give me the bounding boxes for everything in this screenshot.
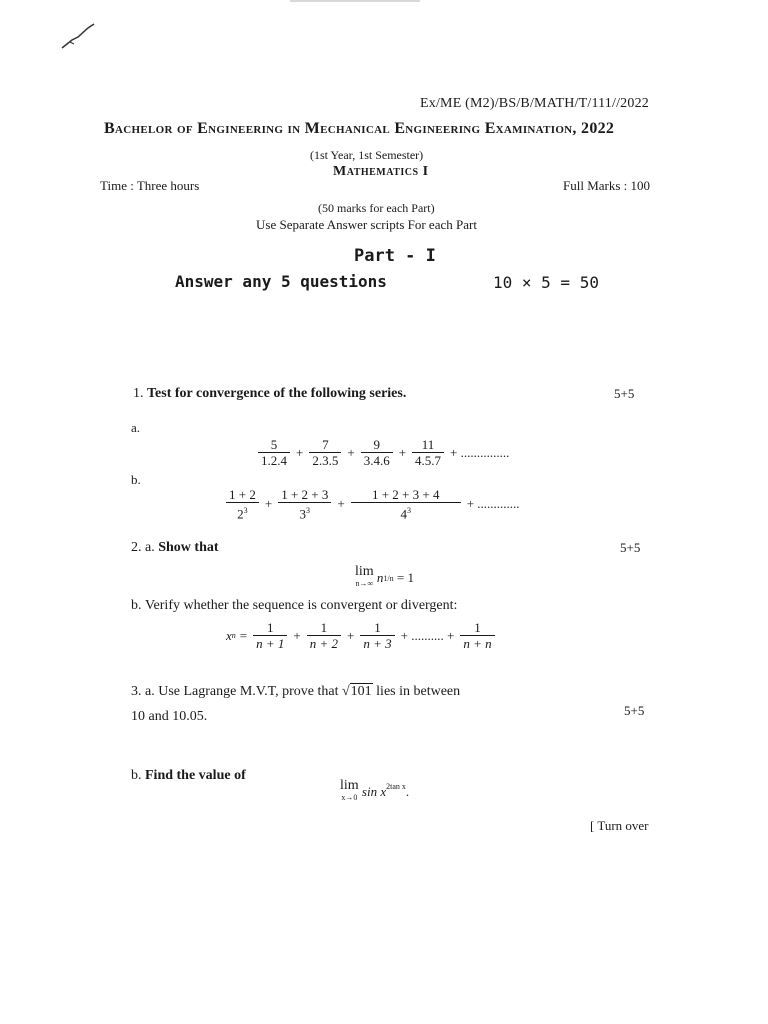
series-tail: + ............. (466, 496, 520, 512)
q2-part-a-label: a. (145, 540, 155, 555)
question-text: Use Lagrange M.V.T, prove that (158, 684, 339, 699)
sequence-term: $\frac{1}{n + 2}$ (307, 620, 341, 651)
sqrt-expression: √101 (341, 684, 372, 699)
sequence-term: $\frac{1}{n + 3}$ (360, 620, 394, 651)
sequence-term: $\frac{1}{n + n}$ (460, 620, 494, 651)
year-semester: (1st Year, 1st Semester) (310, 148, 424, 162)
top-edge-line (290, 0, 420, 2)
q3-part-a-label: a. (145, 684, 155, 699)
question-text: Verify whether the sequence is convergent or divergent: (145, 598, 458, 613)
q1-part-a-label: a. (131, 420, 141, 435)
part-title: Part - I (354, 246, 436, 266)
q2-limit: lim n→∞ n 1/n = 1 (355, 564, 414, 588)
question-1-marks: 5+5 (614, 386, 635, 401)
series-term: $\frac{7}{2.3.5}$ (309, 437, 341, 468)
question-1 (133, 386, 406, 402)
full-marks: Full Marks : 100 (563, 178, 651, 193)
series-term: $\frac{11}{4.5.7}$ (412, 437, 444, 468)
question-3: 3. a. Use Lagrange M.V.T, prove that √101 lies in between (131, 684, 461, 699)
question-text: Test for convergence of the following series. (147, 386, 407, 401)
part-marks-formula: 10 × 5 = 50 (493, 273, 599, 292)
paper-code: Ex/ME (M2)/BS/B/MATH/T/111//2022 (420, 96, 649, 111)
question-2-marks: 5+5 (620, 540, 641, 555)
pen-scribble-icon (58, 18, 98, 58)
sequence-term: $\frac{1}{n + 1}$ (253, 620, 287, 651)
series-term: $\frac{9}{3.4.6}$ (361, 437, 393, 468)
question-number: 2. (131, 540, 142, 555)
separate-scripts-note: Use Separate Answer scripts For each Part (256, 217, 477, 232)
question-text: Show that (158, 540, 219, 555)
series-tail: + ............... (450, 444, 510, 460)
q1-part-b-label: b. (131, 472, 141, 487)
turn-over-note: [ Turn over (590, 818, 649, 833)
q3-part-b (131, 768, 246, 784)
question-number: 3. (131, 684, 142, 699)
series-term: $\frac{1 + 2 + 3}{3^3}$ (278, 487, 331, 521)
answer-instruction: Answer any 5 questions (175, 272, 387, 291)
marks-note: (50 marks for each Part) (318, 201, 435, 215)
time-allowed: Time : Three hours (100, 178, 200, 193)
q1-series-a: $\frac{5}{1.2.4}$ + $\frac{7}{2.3.5}$ + $\frac{9}{3.4.6}$ + $\frac{11}{4.5.7}$ + ............... (256, 437, 513, 468)
question-3-marks: 5+5 (624, 703, 645, 718)
q2-sequence: x n = $\frac{1}{n + 1}$ + $\frac{1}{n + 2}$ + $\frac{1}{n + 3}$ + .......... + $\frac{1}{n + n}$ (226, 620, 497, 651)
q3-part-b-label: b. (131, 768, 142, 783)
q1-series-b: $\frac{1 + 2}{2^3}$ + $\frac{1 + 2 + 3}{3^3}$ + $\frac{1 + 2 + 3 + 4}{4^3}$ + ............. (224, 487, 524, 521)
question-text: Find the value of (145, 768, 246, 783)
q2-part-b-label: b. (131, 598, 142, 613)
exam-title: Bachelor of Engineering in Mechanical Engineering Examination, 2022 (104, 120, 615, 137)
series-term: $\frac{5}{1.2.4}$ (258, 437, 290, 468)
series-term: $\frac{1 + 2 + 3 + 4}{4^3}$ (351, 487, 461, 521)
question-2 (131, 540, 219, 556)
q3-limit: lim x→0 sin x $^{2tan x}$ . (340, 778, 410, 802)
q3-a-line2: 10 and 10.05. (131, 709, 208, 724)
series-term: $\frac{1 + 2}{2^3}$ (226, 487, 259, 521)
subject-title: Mathematics I (333, 164, 429, 179)
question-number: 1. (133, 386, 144, 401)
q2-part-b (131, 598, 457, 614)
